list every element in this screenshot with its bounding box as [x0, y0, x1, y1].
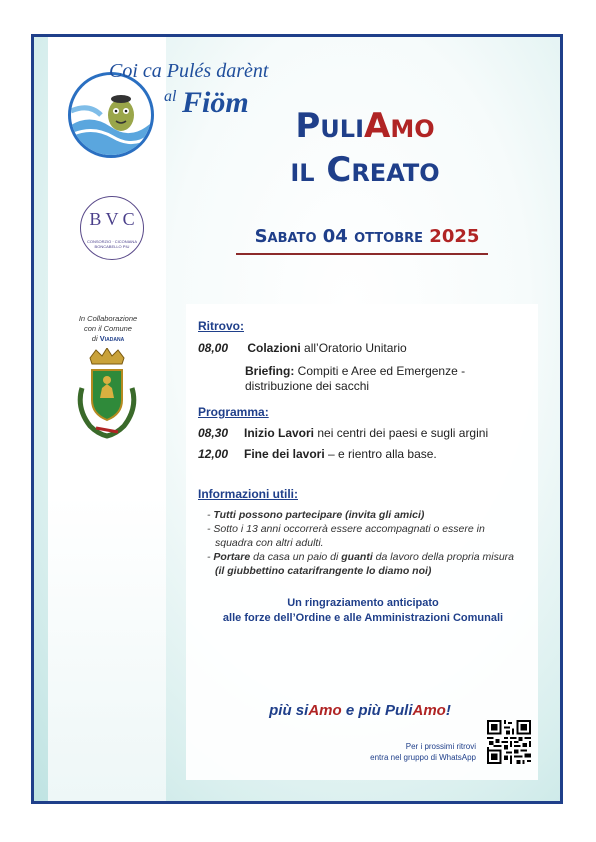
consortium-caption: CONSORZIO · CICONIANA BONCABELLO PIU — [86, 239, 137, 249]
programma-heading: Programma: — [198, 405, 269, 419]
qr-code-icon[interactable] — [487, 720, 531, 764]
ritrovo-heading: Ritrovo: — [198, 319, 244, 333]
list-item: - Tutti possono partecipare (invita gli amici) — [207, 509, 425, 521]
list-item: - Sotto i 13 anni occorrerà essere accompagnati o essere in squadra con altri adulti. — [207, 523, 485, 549]
collaboration-note — [60, 314, 156, 344]
ritrovo-row: 08,00 Colazioni all’Oratorio Unitario — [198, 341, 407, 355]
consortium-monogram: B V C — [89, 209, 135, 229]
briefing-text: Briefing: Compiti e Aree ed Emergenze - distribuzione dei sacchi — [245, 364, 466, 393]
page-title — [220, 104, 510, 192]
logo-line2: Fiöm — [182, 86, 249, 119]
event-year: 2025 — [429, 226, 480, 247]
consortium-logo — [80, 196, 144, 260]
programma-row: 12,00 Fine dei lavori – e rientro alla base. — [198, 447, 437, 461]
date-underline — [236, 253, 488, 255]
title-line2: il Creato — [290, 150, 440, 190]
info-list — [205, 508, 525, 578]
thanks-note: Un ringraziamento anticipato alle forze dell’Ordine e alle Amministrazioni Comunali — [222, 597, 504, 624]
ritrovo-time: 08,00 — [198, 341, 229, 355]
programma-row: 08,30 Inizio Lavori nei centri dei paesi e sugli argini — [198, 426, 489, 440]
collab-line1: In Collaborazione — [78, 314, 138, 323]
title-line1: PuliAmo — [295, 106, 435, 146]
logo-line1: Coi ca Pulés darènt — [109, 60, 269, 82]
collab-line3: di Viadana — [91, 334, 125, 343]
list-item: - Portare da casa un paio di guanti da lavoro della propria misura (il giubbettino catarifrangente lo diamo noi) — [207, 551, 515, 577]
title-accent: Amo — [364, 106, 435, 146]
event-date: Sabato 04 ottobre 2025 — [254, 226, 480, 247]
logo-al: al — [164, 88, 177, 105]
town-name: Viadana — [99, 334, 125, 343]
coat-of-arms-icon — [76, 348, 138, 440]
motto: più siAmo e più PuliAmo! — [269, 702, 451, 719]
collab-line2: con il Comune — [84, 324, 132, 333]
info-heading: Informazioni utili: — [198, 487, 298, 501]
whatsapp-note: Per i prossimi ritrovi entra nel gruppo di WhatsApp — [370, 742, 476, 762]
river-mascot-icon — [68, 72, 154, 158]
